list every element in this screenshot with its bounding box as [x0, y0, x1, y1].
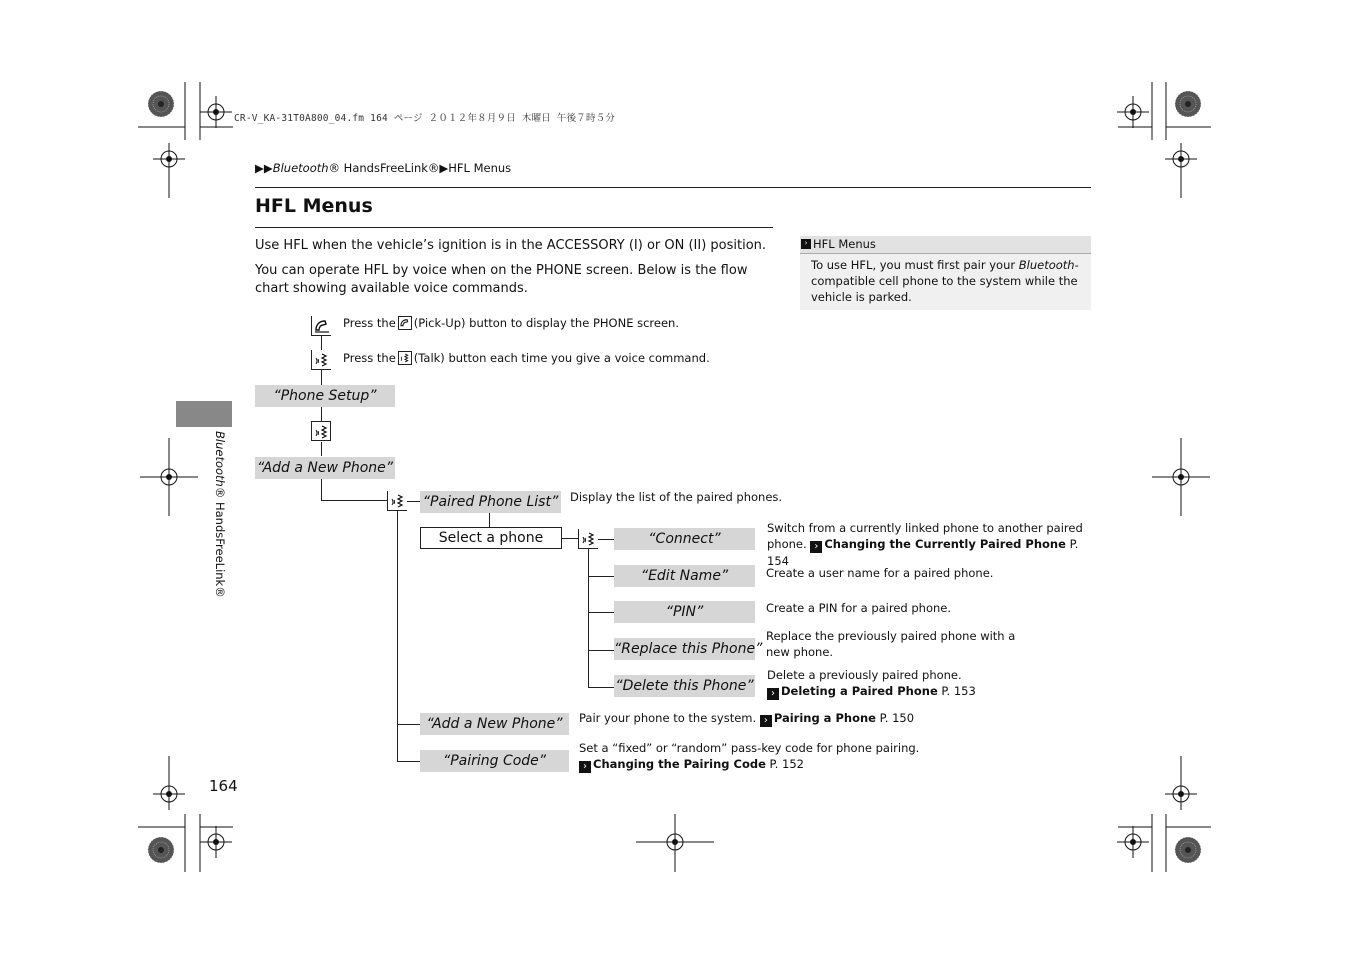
- flow-line: [588, 650, 614, 651]
- arrow-icon: ›: [579, 761, 591, 773]
- cmd-add-new-phone-2: “Add a New Phone”: [420, 713, 569, 735]
- flow-line: [588, 687, 614, 688]
- pick-up-icon: [398, 316, 412, 330]
- print-header: CR-V_KA-31T0A800_04.fm 164 ページ ２０１２年８月９日 木曜日 午後７時５分: [234, 113, 616, 124]
- registration-mark-icon: [1175, 91, 1201, 117]
- sidebar-note-text: To use HFL, you must first pair your Bluetooth-compatible cell phone to the system while the vehicle is parked.: [811, 258, 1079, 304]
- arrow-icon: ›: [767, 688, 779, 700]
- registration-mark-icon: [200, 96, 232, 128]
- cmd-replace-this-phone: “Replace this Phone”: [614, 638, 755, 660]
- registration-mark-icon: [1117, 96, 1149, 128]
- page-number: 164: [209, 777, 238, 795]
- sidebar-note-heading: HFL Menus: [813, 237, 876, 251]
- breadcrumb-part2: ® HandsFreeLink®: [328, 161, 440, 175]
- cmd-paired-phone-list: “Paired Phone List”: [420, 491, 561, 513]
- pickup-instruction: Press the (Pick-Up) button to display the PHONE screen.: [343, 316, 679, 330]
- flow-line: [598, 539, 614, 540]
- flow-line: [397, 761, 420, 762]
- arrow-icon: ›: [810, 541, 822, 553]
- talk-icon: [311, 350, 331, 370]
- cmd-delete-this-phone: “Delete this Phone”: [614, 675, 755, 697]
- flow-line: [397, 724, 420, 725]
- flow-line: [321, 336, 322, 350]
- flow-line: [588, 576, 614, 577]
- talk-icon: [398, 351, 412, 365]
- flow-line: [321, 442, 322, 456]
- cmd-add-new-phone: “Add a New Phone”: [255, 457, 395, 479]
- registration-mark-icon: [1117, 826, 1149, 858]
- flow-line: [489, 513, 490, 527]
- intro-paragraph-2: You can operate HFL by voice when on the PHONE screen. Below is the flow chart showing available voice commands.: [255, 263, 748, 296]
- flow-line: [588, 612, 614, 613]
- arrow-icon: ›: [760, 715, 772, 727]
- talk-icon: [578, 529, 598, 549]
- flow-line: [407, 501, 420, 502]
- flow-line: [588, 549, 589, 688]
- cmd-phone-setup: “Phone Setup”: [255, 385, 395, 407]
- registration-mark-icon: [1175, 837, 1201, 863]
- desc-pairing-code: Set a “fixed” or “random” pass-key code for phone pairing. › Changing the Pairing Code P. 152: [579, 741, 920, 772]
- cmd-pairing-code: “Pairing Code”: [420, 750, 569, 772]
- title-rule: [255, 227, 773, 228]
- flow-line: [321, 500, 387, 501]
- talk-icon: [311, 421, 331, 441]
- registration-mark-icon: [148, 91, 174, 117]
- arrow-icon: ›: [801, 239, 811, 249]
- header-rule: [255, 187, 1091, 188]
- flow-line: [562, 538, 578, 539]
- select-a-phone-box: Select a phone: [420, 527, 562, 549]
- talk-icon: [387, 491, 407, 511]
- flow-line: [321, 479, 322, 501]
- talk-instruction: Press the (Talk) button each time you give a voice command.: [343, 351, 710, 365]
- flow-line: [321, 407, 322, 421]
- desc-paired-phone-list: Display the list of the paired phones.: [570, 490, 783, 504]
- breadcrumb-arrow-icon: ▶: [439, 161, 449, 175]
- desc-replace: Replace the previously paired phone with a new phone.: [766, 629, 1016, 659]
- registration-mark-icon: [200, 826, 232, 858]
- desc-connect: Switch from a currently linked phone to another paired phone. › Changing the Currently Paired Phone P. 154: [767, 521, 1083, 568]
- cmd-pin: “PIN”: [614, 601, 755, 623]
- registration-mark-icon: [148, 837, 174, 863]
- breadcrumb-part3: HFL Menus: [448, 161, 512, 175]
- desc-edit-name: Create a user name for a paired phone.: [766, 566, 994, 580]
- cmd-connect: “Connect”: [614, 528, 755, 550]
- section-tab-label: Bluetooth® HandsFreeLink®: [213, 431, 227, 598]
- sidebar-note-header: [800, 236, 1091, 254]
- desc-pin: Create a PIN for a paired phone.: [766, 601, 952, 615]
- section-tab: [176, 401, 232, 427]
- pick-up-icon: [311, 316, 331, 336]
- breadcrumb-arrow-icon: ▶▶: [255, 161, 273, 175]
- breadcrumb: [255, 161, 511, 175]
- cmd-edit-name: “Edit Name”: [614, 565, 755, 587]
- breadcrumb-part1: Bluetooth: [272, 161, 329, 175]
- intro-paragraph-1: Use HFL when the vehicle’s ignition is in the ACCESSORY (I) or ON (II) position.: [255, 238, 767, 253]
- flow-line: [321, 370, 322, 385]
- page-title: HFL Menus: [255, 195, 373, 217]
- desc-delete: Delete a previously paired phone. › Deleting a Paired Phone P. 153: [767, 668, 976, 699]
- desc-add-new-phone: Pair your phone to the system. › Pairing a Phone P. 150: [579, 711, 915, 726]
